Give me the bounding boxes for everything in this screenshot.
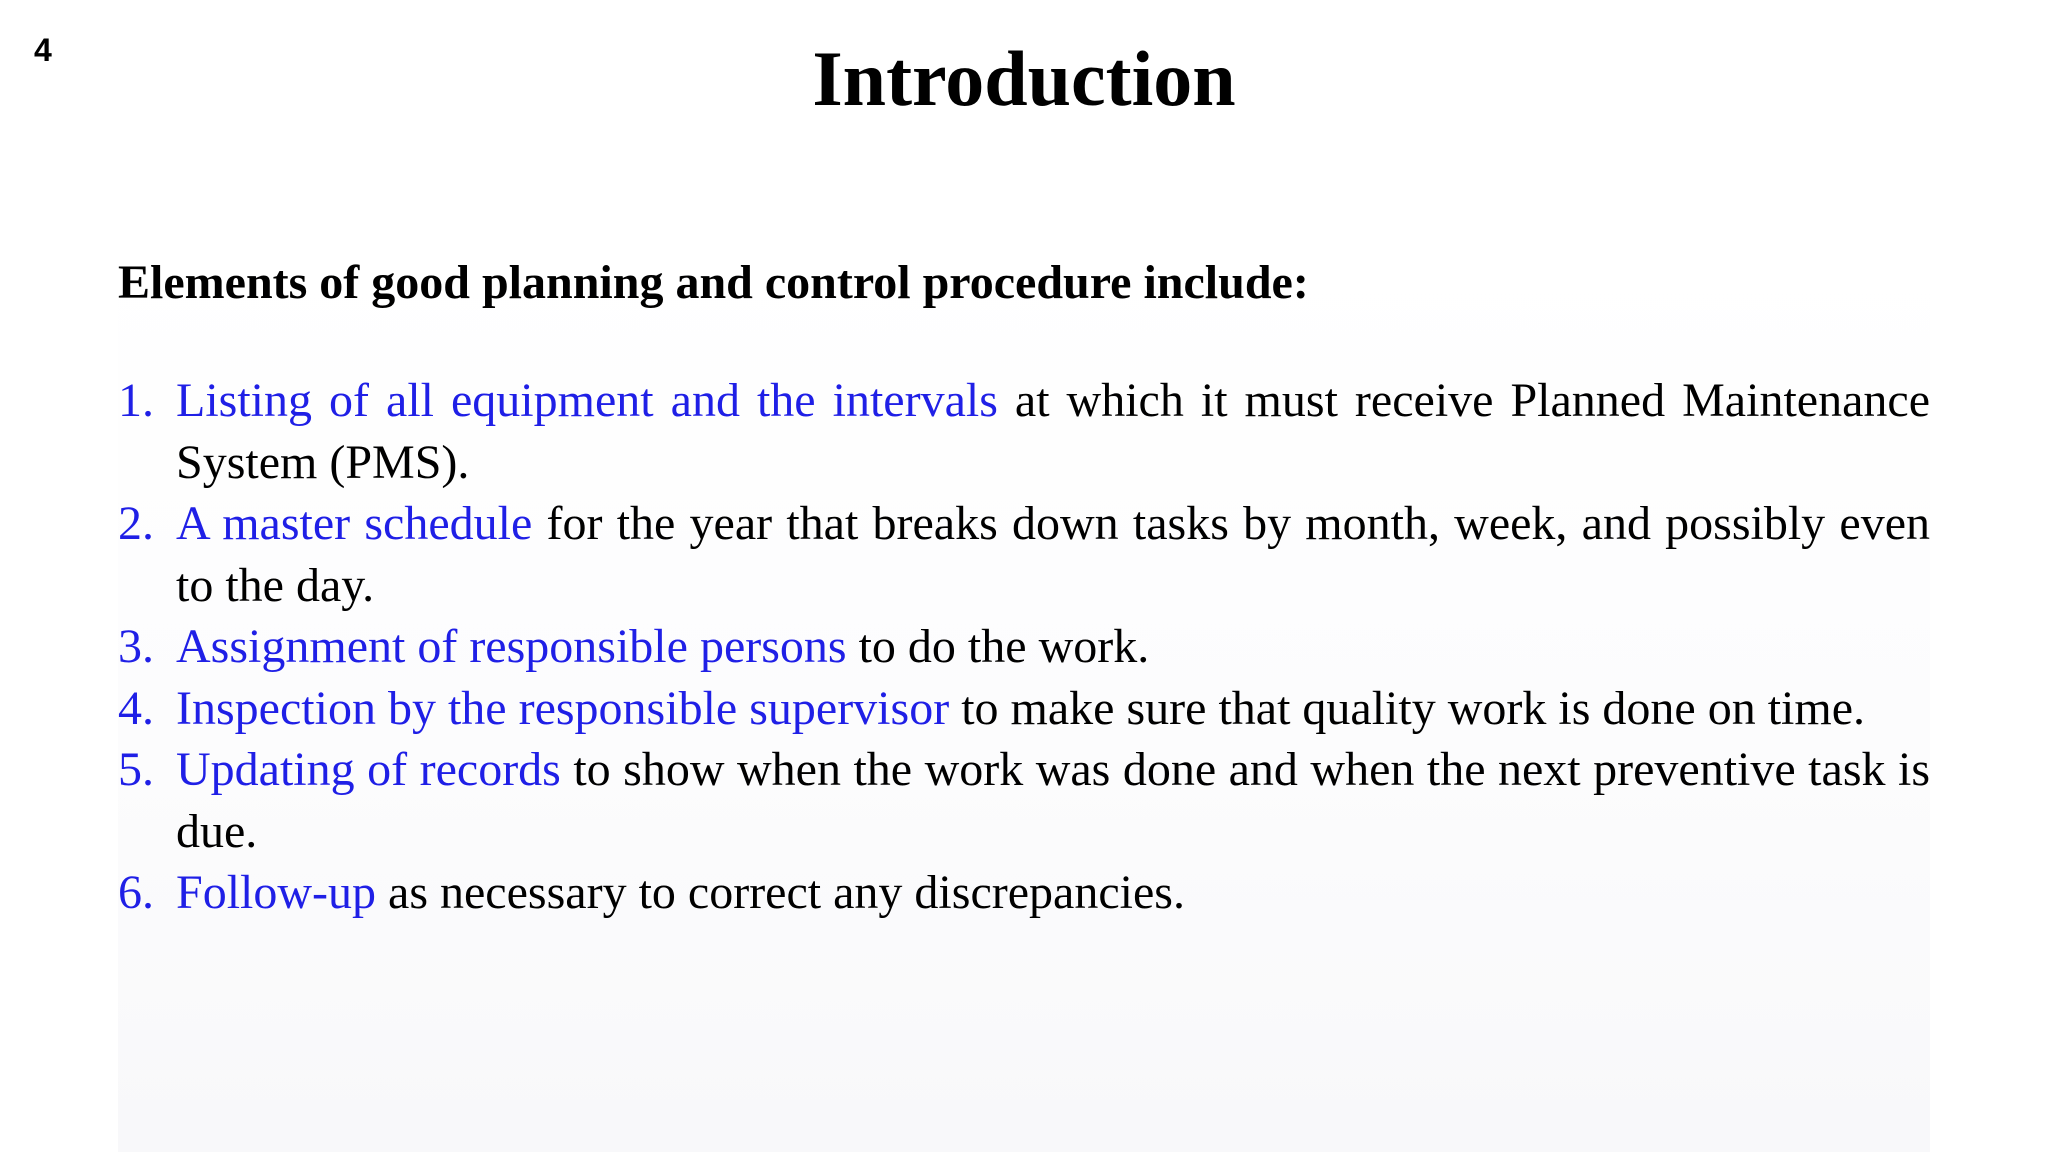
slide-body: [118, 252, 1930, 1152]
item-number: 2.: [118, 497, 154, 550]
item-highlight: Follow-up: [176, 866, 377, 919]
item-text: at which it must receive Planned Maintenance System (PMS).: [176, 374, 1930, 489]
item-text: as necessary to correct any discrepancies.: [376, 866, 1185, 919]
item-highlight: Listing of all equipment and the intervals: [176, 374, 998, 427]
list-item: [118, 739, 1930, 862]
list-item: [118, 370, 1930, 493]
item-text: to make sure that quality work is done on time.: [949, 681, 1866, 735]
list-item: [118, 862, 1930, 924]
item-text: to do the work.: [846, 620, 1150, 673]
item-highlight: Inspection by the responsible supervisor: [176, 681, 950, 735]
list-item: [118, 616, 1930, 678]
list-item: [118, 678, 1930, 740]
item-number: 1.: [118, 374, 154, 427]
item-highlight: Assignment of responsible persons: [176, 620, 847, 673]
item-highlight: Updating of records: [176, 743, 561, 796]
item-text: for the year that breaks down tasks by month, week, and possibly even to the day.: [176, 497, 1931, 612]
slide-number: 4: [34, 32, 52, 68]
item-highlight: A master schedule: [176, 497, 533, 550]
item-text: to show when the work was done and when the next preventive task is due.: [176, 743, 1930, 858]
item-number: 3.: [118, 620, 154, 673]
item-number: 4.: [118, 681, 154, 735]
item-number: 6.: [118, 866, 154, 919]
slide-title: Introduction: [812, 35, 1236, 122]
item-number: 5.: [118, 743, 154, 796]
lead-heading: Elements of good planning and control procedure include:: [118, 256, 1309, 309]
list-item: [118, 493, 1930, 616]
elements-list: [118, 370, 1930, 924]
